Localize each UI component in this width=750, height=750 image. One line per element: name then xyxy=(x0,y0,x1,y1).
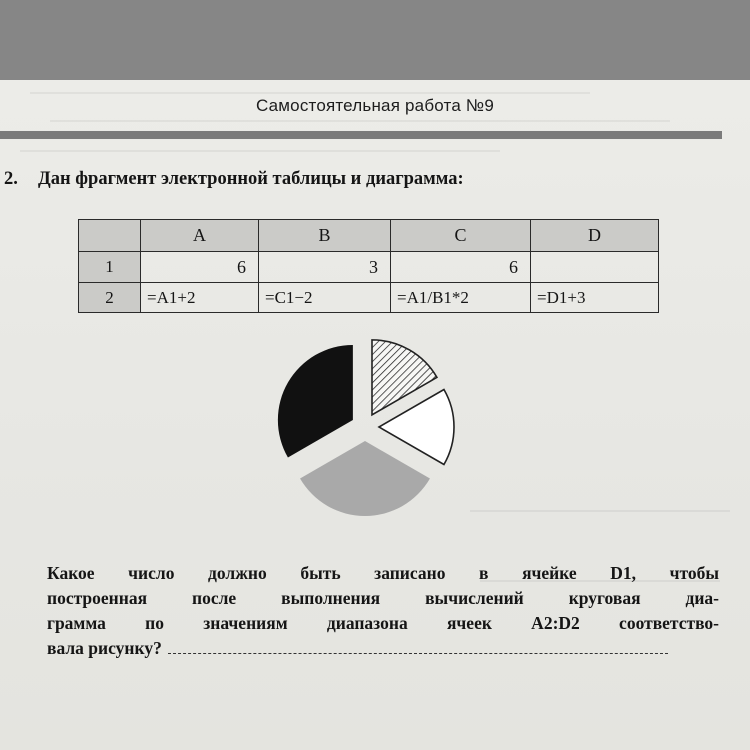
cell-a1: 6 xyxy=(141,252,259,283)
bleed-line xyxy=(50,120,670,122)
question xyxy=(47,561,719,661)
cell-c2: =A1/B1*2 xyxy=(391,283,531,313)
cell-d1 xyxy=(531,252,659,283)
question-line-3: грамма по значениям диапазона ячеек A2:D2 соответство- xyxy=(47,613,719,633)
question-line-2: построенная после выполнения вычислений круговая диа- xyxy=(47,588,719,608)
top-bar xyxy=(0,0,750,80)
question-line-4 xyxy=(47,636,719,661)
question-line-1: Какое число должно быть записано в ячейке D1, чтобы xyxy=(47,563,719,583)
cell-d2: =D1+3 xyxy=(531,283,659,313)
bleed-line xyxy=(30,92,590,94)
question-line-4-text: вала рисунку? xyxy=(47,638,162,658)
task-statement xyxy=(4,169,464,190)
header-rule xyxy=(0,131,722,139)
row-header-1: 1 xyxy=(79,252,141,283)
cell-b1: 3 xyxy=(259,252,391,283)
answer-line[interactable] xyxy=(168,653,668,654)
pie-chart xyxy=(260,332,470,532)
cell-c1: 6 xyxy=(391,252,531,283)
cell-a2: =A1+2 xyxy=(141,283,259,313)
task-number: 2. xyxy=(4,169,18,189)
column-header-a: A xyxy=(141,220,259,252)
row-header-2: 2 xyxy=(79,283,141,313)
bleed-line xyxy=(20,150,500,152)
column-header-b: B xyxy=(259,220,391,252)
bleed-line xyxy=(470,510,730,512)
pie-slice-a2 xyxy=(278,345,353,458)
cell-b2: =C1−2 xyxy=(259,283,391,313)
task-text: Дан фрагмент электронной таблицы и диаграмма: xyxy=(38,169,464,189)
column-header-d: D xyxy=(531,220,659,252)
spreadsheet-fragment xyxy=(78,219,659,313)
column-header-c: C xyxy=(391,220,531,252)
section-title: Самостоятельная работа №9 xyxy=(255,96,495,115)
corner-cell xyxy=(79,220,141,252)
pie-slice-d2 xyxy=(300,441,430,516)
